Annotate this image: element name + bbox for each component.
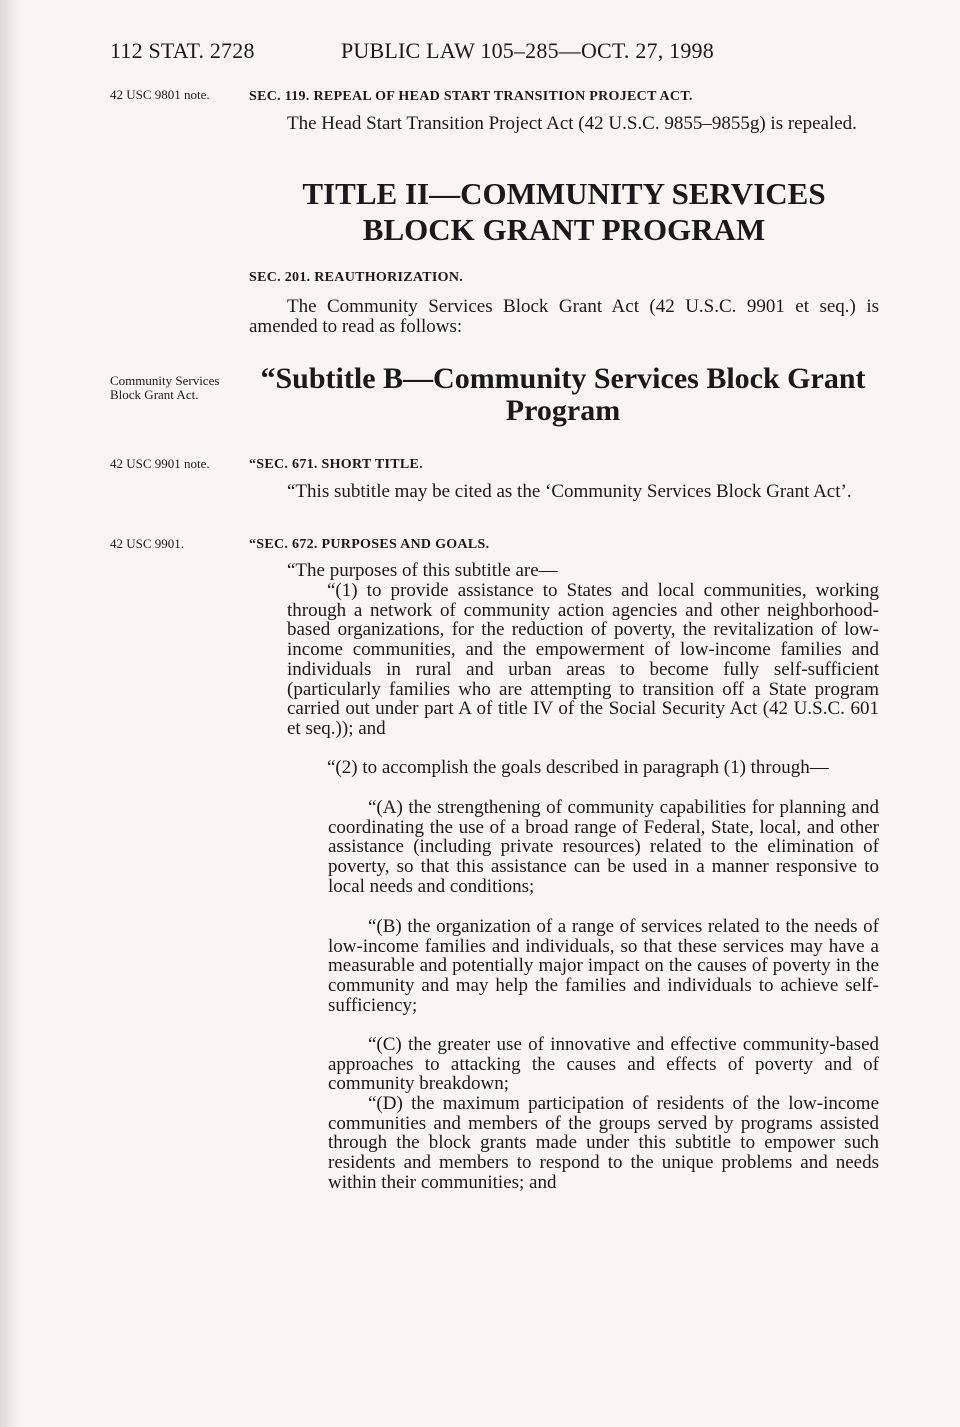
subparagraph-c: “(C) the greater use of innovative and effective community-based approaches to attacking the causes and effects of poverty and of community breakdown; xyxy=(328,1034,879,1095)
sec-671-text: “This subtitle may be cited as the ‘Community Services Block Grant Act’. xyxy=(287,481,852,502)
subtitle-b-heading: “Subtitle B—Community Services Block Grant Program xyxy=(260,362,866,427)
sec-119-heading: SEC. 119. REPEAL OF HEAD START TRANSITION PROJECT ACT. xyxy=(249,89,693,104)
paragraph-2: “(2) to accomplish the goals described in paragraph (1) through— xyxy=(327,757,829,778)
sec-201-text: The Community Services Block Grant Act (42 U.S.C. 9901 et seq.) is amended to read as follows: xyxy=(249,296,879,337)
sec-119-text: The Head Start Transition Project Act (42 U.S.C. 9855–9855g) is repealed. xyxy=(287,113,857,134)
subparagraph-d: “(D) the maximum participation of residents of the low-income communities and members of the groups served by programs assisted through the block grants made under this subtitle to empower such residents and members to respond to the unique problems and needs within their communities; and xyxy=(328,1093,879,1193)
paragraph-1: “(1) to provide assistance to States and local communities, working through a network of community action agencies and other neighborhood-based organizations, for the reduction of poverty, the revitalization of low-income communities, and the empowerment of low-income families and individuals in rural and urban areas to become fully self-sufficient (particularly families who are attempting to transition off a State program carried out under part A of title IV of the Social Security Act (42 U.S.C. 601 et seq.)); and xyxy=(287,580,879,739)
public-law-date: PUBLIC LAW 105–285—OCT. 27, 1998 xyxy=(341,38,714,63)
sec-201-heading: SEC. 201. REAUTHORIZATION. xyxy=(249,270,464,285)
title-ii-heading: TITLE II—COMMUNITY SERVICES BLOCK GRANT PROGRAM xyxy=(302,176,826,247)
sec-672-intro: “The purposes of this subtitle are— xyxy=(287,560,558,581)
subparagraph-b: “(B) the organization of a range of services related to the needs of low-income families and individuals, so that these services may have a measurable and potentially major impact on the causes of poverty in the community and may help the families and individuals to achieve self-sufficiency; xyxy=(328,916,879,1016)
margin-note-short-title: Community Services Block Grant Act. xyxy=(110,373,220,402)
sec-671-heading: “SEC. 671. SHORT TITLE. xyxy=(249,457,423,472)
scan-edge xyxy=(0,0,22,1427)
sec-672-heading: “SEC. 672. PURPOSES AND GOALS. xyxy=(249,537,490,552)
margin-note-usc-9801: 42 USC 9801 note. xyxy=(110,87,210,102)
margin-note-usc-9901: 42 USC 9901. xyxy=(110,536,185,551)
page-citation: 112 STAT. 2728 xyxy=(110,38,255,63)
subparagraph-a: “(A) the strengthening of community capabilities for planning and coordinating the use of a broad range of Federal, State, local, and other assistance (including private resources) related to the elimination of poverty, so that this assistance can be used in a manner responsive to local needs and conditions; xyxy=(328,797,879,897)
margin-note-usc-9901-note: 42 USC 9901 note. xyxy=(110,456,210,471)
